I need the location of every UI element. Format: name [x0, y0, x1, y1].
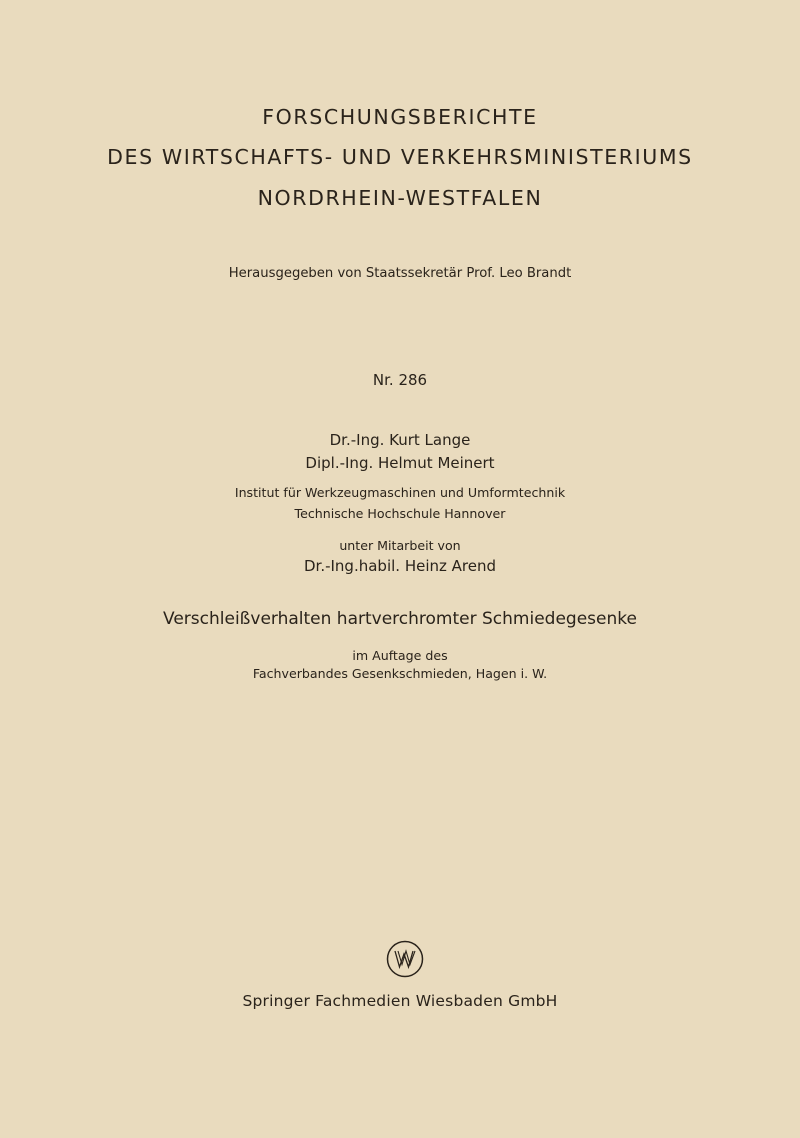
series-title-line-3: NORDRHEIN-WESTFALEN	[257, 186, 543, 210]
institute-line-2: Technische Hochschule Hannover	[294, 506, 506, 521]
author-2: Dipl.-Ing. Helmut Meinert	[305, 454, 495, 472]
series-title-line-1: FORSCHUNGSBERICHTE	[262, 105, 538, 129]
editor-credit: Herausgegeben von Staatssekretär Prof. Leo Brandt	[228, 266, 572, 281]
publisher-name: Springer Fachmedien Wiesbaden GmbH	[242, 992, 558, 1010]
collaboration-label: unter Mitarbeit von	[339, 538, 461, 553]
collaborator-name: Dr.-Ing.habil. Heinz Arend	[303, 557, 496, 575]
institute-line-1: Institut für Werkzeugmaschinen und Umformtechnik	[234, 485, 566, 500]
springer-w-logo-icon	[386, 940, 424, 978]
author-1: Dr.-Ing. Kurt Lange	[329, 431, 471, 449]
commission-line-1: im Auftage des	[352, 648, 448, 663]
volume-number: Nr. 286	[372, 371, 428, 389]
book-title: Verschleißverhalten hartverchromter Schmiedegesenke	[163, 609, 637, 629]
series-title-line-2: DES WIRTSCHAFTS- UND VERKEHRSMINISTERIUMS	[107, 145, 693, 169]
commission-line-2: Fachverbandes Gesenkschmieden, Hagen i. W.	[252, 666, 548, 681]
